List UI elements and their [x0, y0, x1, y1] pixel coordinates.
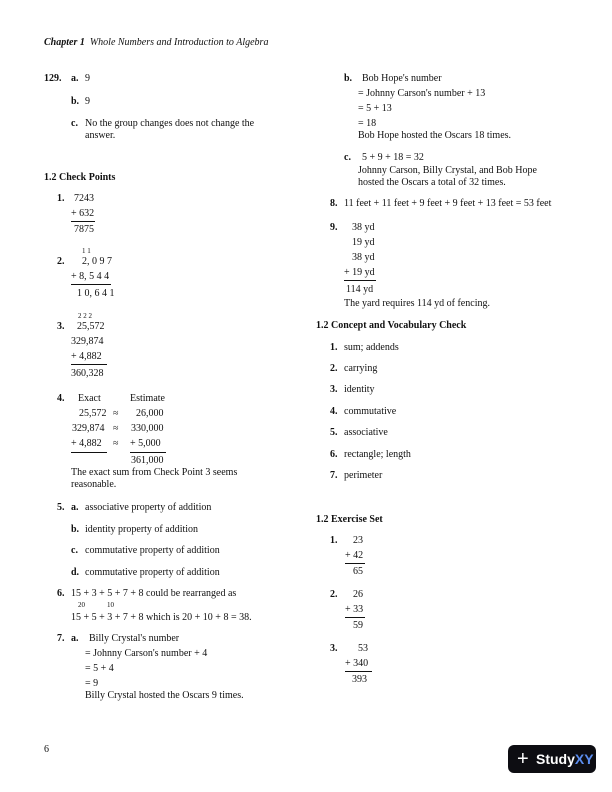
concept-6-number: 6.	[330, 449, 338, 460]
studyxy-logo-xy: XY	[574, 751, 594, 767]
cp1-result: 7875	[74, 224, 94, 235]
problem-129-number: 129.	[44, 73, 62, 84]
concept-1-number: 1.	[330, 342, 338, 353]
cp7-b-label: b.	[344, 73, 353, 84]
cp6-line1: 15 + 3 + 5 + 7 + 8 could be rearranged as	[71, 588, 237, 599]
concept-6-answer: rectangle; length	[344, 449, 411, 460]
chapter-title: Whole Numbers and Introduction to Algebra	[89, 37, 269, 48]
problem-129-c-line2: answer.	[85, 130, 116, 141]
exercise-2-result: 59	[353, 620, 363, 631]
problem-129-a-label: a.	[71, 73, 79, 84]
cp8-text: 11 feet + 11 feet + 9 feet + 9 feet + 13 feet = 53 feet	[344, 198, 552, 209]
cp2-number: 2.	[57, 256, 65, 267]
cp4-estimate-3: + 5,000	[130, 438, 161, 449]
cp4-estimate-2: 330,000	[131, 423, 164, 434]
cp7-a-line2: = 5 + 4	[85, 663, 114, 674]
cp2-carry: 1 1	[82, 247, 91, 255]
cp6-group-20: 20	[78, 601, 85, 609]
cp7-a-line3: = 9	[85, 678, 99, 689]
exercise-set-heading: 1.2 Exercise Set	[316, 514, 383, 525]
cp7-number: 7.	[57, 633, 65, 644]
cp5-d-label: d.	[71, 567, 80, 578]
cp1-sum-rule	[71, 221, 95, 222]
cp7-a-line1: = Johnny Carson's number + 4	[85, 648, 208, 659]
cp6-group-10: 10	[107, 601, 114, 609]
studyxy-badge[interactable]	[508, 745, 596, 773]
concept-check-heading: 1.2 Concept and Vocabulary Check	[316, 320, 467, 331]
cp9-line4: + 19 yd	[344, 267, 375, 278]
cp7-b-title: Bob Hope's number	[362, 73, 442, 84]
exercise-1-sum-rule	[345, 563, 365, 564]
cp7-b-line4: Bob Hope hosted the Oscars 18 times.	[358, 130, 512, 141]
cp8-number: 8.	[330, 198, 338, 209]
exercise-1-line2: + 42	[345, 550, 364, 561]
cp7-a-title: Billy Crystal's number	[89, 633, 180, 644]
cp9-number: 9.	[330, 222, 338, 233]
concept-2-number: 2.	[330, 363, 338, 374]
concept-5-answer: associative	[344, 427, 388, 438]
page-number: 6	[44, 744, 49, 755]
problem-129-b-label: b.	[71, 96, 80, 107]
page-header	[44, 37, 268, 49]
cp7-a-label: a.	[71, 633, 79, 644]
cp3-line2: 329,874	[71, 336, 104, 347]
cp4-exact-2: 329,874	[72, 423, 105, 434]
cp7-b-line2: = 5 + 13	[358, 103, 392, 114]
cp4-exact-1: 25,572	[79, 408, 107, 419]
concept-5-number: 5.	[330, 427, 338, 438]
check-points-heading: 1.2 Check Points	[44, 172, 116, 183]
cp4-exact-3: + 4,882	[71, 438, 102, 449]
cp1-line2: + 632	[71, 208, 95, 219]
cp5-b-answer: identity property of addition	[85, 524, 199, 535]
cp9-note: The yard requires 114 yd of fencing.	[344, 298, 490, 309]
cp2-result: 1 0, 6 4 1	[77, 288, 115, 299]
cp5-a-answer: associative property of addition	[85, 502, 212, 513]
cp4-note-line2: reasonable.	[71, 479, 117, 490]
cp9-line3: 38 yd	[352, 252, 375, 263]
cp5-c-label: c.	[71, 545, 78, 556]
cp3-number: 3.	[57, 321, 65, 332]
concept-4-answer: commutative	[344, 406, 397, 417]
exercise-3-sum-rule	[345, 671, 372, 672]
concept-3-number: 3.	[330, 384, 338, 395]
cp5-a-label: a.	[71, 502, 79, 513]
cp3-line3: + 4,882	[71, 351, 102, 362]
concept-3-answer: identity	[344, 384, 375, 395]
cp9-line1: 38 yd	[352, 222, 375, 233]
exercise-3-result: 393	[352, 674, 367, 685]
cp3-line1: 25,572	[77, 321, 105, 332]
cp5-b-label: b.	[71, 524, 80, 535]
cp4-approx-3: ≈	[113, 438, 119, 449]
concept-4-number: 4.	[330, 406, 338, 417]
cp4-exact-rule	[71, 452, 107, 453]
cp2-line1: 2, 0 9 7	[82, 256, 112, 267]
plus-icon: +	[517, 748, 529, 770]
exercise-3-number: 3.	[330, 643, 338, 654]
cp1-line1: 7243	[74, 193, 94, 204]
studyxy-logo-text	[536, 745, 594, 773]
cp4-estimate-1: 26,000	[136, 408, 164, 419]
cp9-result: 114 yd	[346, 284, 374, 295]
chapter-label: Chapter 1	[44, 37, 85, 48]
cp7-c-label: c.	[344, 152, 351, 163]
studyxy-logo-study: Study	[536, 751, 575, 767]
problem-129-c-label: c.	[71, 118, 78, 129]
cp3-carry: 2 2 2	[78, 312, 92, 320]
exercise-1-line1: 23	[353, 535, 363, 546]
cp5-number: 5.	[57, 502, 65, 513]
cp1-number: 1.	[57, 193, 65, 204]
cp4-estimate-header: Estimate	[130, 393, 165, 404]
concept-7-number: 7.	[330, 470, 338, 481]
exercise-3-line1: 53	[358, 643, 368, 654]
exercise-2-sum-rule	[345, 617, 365, 618]
exercise-2-number: 2.	[330, 589, 338, 600]
exercise-3-line2: + 340	[345, 658, 369, 669]
cp7-a-line4: Billy Crystal hosted the Oscars 9 times.	[85, 690, 244, 701]
cp4-exact-header: Exact	[78, 393, 101, 404]
cp7-c-line2: Johnny Carson, Billy Crystal, and Bob Hope	[358, 165, 537, 176]
exercise-2-line2: + 33	[345, 604, 364, 615]
cp7-c-line3: hosted the Oscars a total of 32 times.	[358, 177, 506, 188]
cp9-sum-rule	[344, 280, 376, 281]
exercise-1-number: 1.	[330, 535, 338, 546]
cp4-approx-1: ≈	[113, 408, 119, 419]
cp7-b-line1: = Johnny Carson's number + 13	[358, 88, 486, 99]
cp2-sum-rule	[71, 284, 111, 285]
cp6-line2: 15 + 5 + 3 + 7 + 8 which is 20 + 10 + 8 = 38.	[71, 612, 252, 623]
cp9-line2: 19 yd	[352, 237, 375, 248]
cp7-b-line3: = 18	[358, 118, 377, 129]
concept-1-answer: sum; addends	[344, 342, 399, 353]
exercise-2-line1: 26	[353, 589, 363, 600]
exercise-1-result: 65	[353, 566, 363, 577]
cp4-number: 4.	[57, 393, 65, 404]
cp2-line2: + 8, 5 4 4	[71, 271, 110, 282]
cp5-c-answer: commutative property of addition	[85, 545, 220, 556]
concept-2-answer: carrying	[344, 363, 378, 374]
cp4-estimate-total: 361,000	[131, 455, 164, 466]
concept-7-answer: perimeter	[344, 470, 383, 481]
cp4-approx-2: ≈	[113, 423, 119, 434]
problem-129-b-answer: 9	[85, 96, 90, 107]
cp4-estimate-rule	[130, 452, 166, 453]
cp6-number: 6.	[57, 588, 65, 599]
cp3-result: 360,328	[71, 368, 104, 379]
cp5-d-answer: commutative property of addition	[85, 567, 220, 578]
cp3-sum-rule	[71, 364, 107, 365]
cp7-c-line1: 5 + 9 + 18 = 32	[362, 152, 424, 163]
cp4-note-line1: The exact sum from Check Point 3 seems	[71, 467, 238, 478]
problem-129-a-answer: 9	[85, 73, 90, 84]
problem-129-c-line1: No the group changes does not change the	[85, 118, 255, 129]
